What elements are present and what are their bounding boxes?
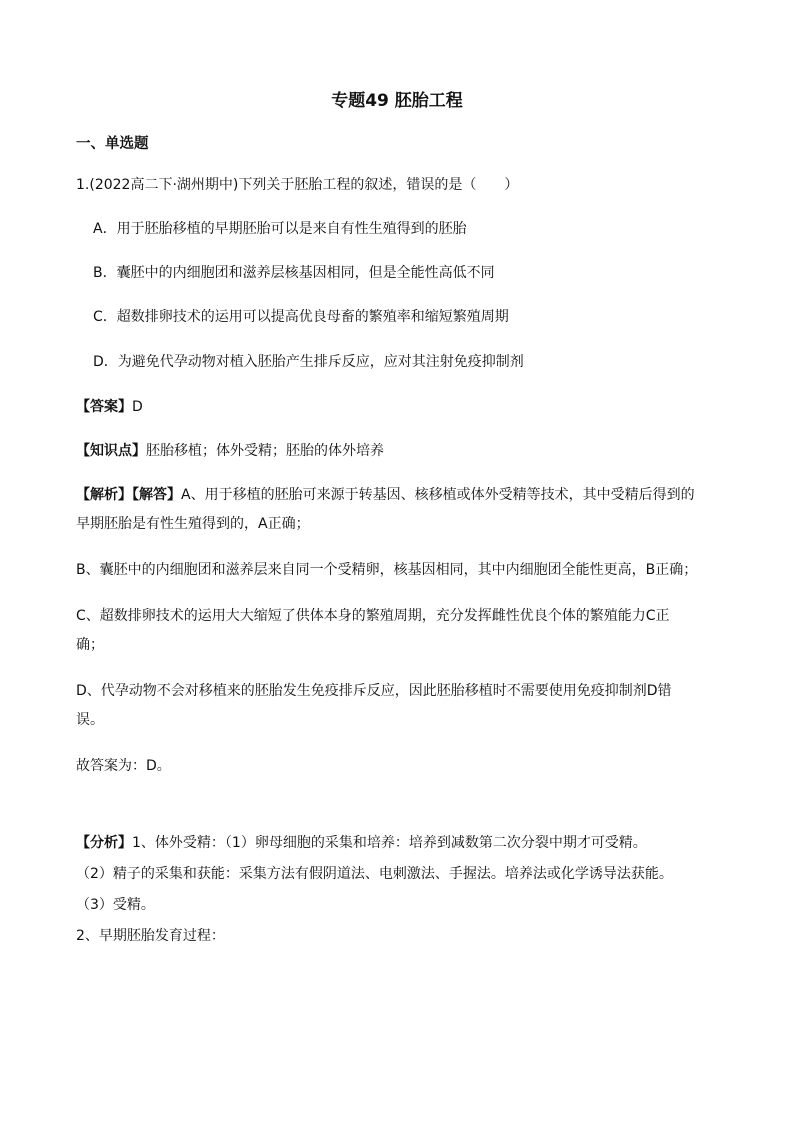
- page-title: 专题49 胚胎工程: [331, 91, 463, 111]
- answer-line: [76, 397, 143, 417]
- analysis-label: 【解析】【解答】: [76, 487, 181, 503]
- fenxi-line-2: （2）精子的采集和获能：采集方法有假阴道法、电刺激法、手握法。培养法或化学诱导法获能。: [76, 866, 673, 882]
- fenxi-line-1: [76, 833, 647, 853]
- final-answer-line: 故答案为：D。: [76, 758, 171, 774]
- fenxi-line-3: （3）受精。: [76, 897, 155, 913]
- question-number: 1.: [76, 177, 90, 193]
- answer-value: D: [132, 399, 143, 415]
- knowledge-line: [76, 441, 384, 461]
- option-b: B．囊胚中的内细胞团和滋养层核基因相同，但是全能性高低不同: [93, 265, 495, 281]
- answer-label: 【答案】: [76, 399, 132, 415]
- question-source: (2022高二下·湖州期中): [89, 177, 239, 193]
- analysis-line-3: B、囊胚中的内细胞团和滋养层来自同一个受精卵，核基因相同，其中内细胞团全能性更高，B正确；: [76, 562, 698, 578]
- knowledge-label: 【知识点】: [76, 443, 146, 459]
- analysis-line-7: 误。: [76, 712, 104, 728]
- option-d: D．为避免代孕动物对植入胚胎产生排斥反应，应对其注射免疫抑制剂: [93, 354, 524, 370]
- question-stem-line: [76, 175, 518, 195]
- fenxi-line-4: 2、早期胚胎发育过程：: [76, 928, 225, 944]
- option-a: A．用于胚胎移植的早期胚胎可以是来自有性生殖得到的胚胎: [93, 221, 467, 237]
- question-stem: 下列关于胚胎工程的叙述，错误的是（ ）: [238, 177, 519, 193]
- analysis-line-6: D、代孕动物不会对移植来的胚胎发生免疫排斥反应，因此胚胎移植时不需要使用免疫抑制剂D错: [76, 683, 672, 699]
- analysis-line-1: [76, 485, 695, 505]
- option-c: C．超数排卵技术的运用可以提高优良母畜的繁殖率和缩短繁殖周期: [93, 309, 509, 325]
- section-heading: 一、单选题: [76, 136, 149, 152]
- analysis-line-5: 确；: [76, 637, 104, 653]
- analysis-text-1: A、用于移植的胚胎可来源于转基因、核移植或体外受精等技术，其中受精后得到的: [181, 487, 695, 503]
- fenxi-label: 【分析】: [76, 835, 132, 851]
- knowledge-value: 胚胎移植；体外受精；胚胎的体外培养: [146, 443, 384, 459]
- analysis-line-2: 早期胚胎是有性生殖得到的，A正确；: [76, 516, 310, 532]
- analysis-line-4: C、超数排卵技术的运用大大缩短了供体本身的繁殖周期，充分发挥雌性优良个体的繁殖能力C正: [76, 608, 670, 624]
- fenxi-text-1: 1、体外受精：（1）卵母细胞的采集和培养：培养到减数第二次分裂中期才可受精。: [132, 835, 647, 851]
